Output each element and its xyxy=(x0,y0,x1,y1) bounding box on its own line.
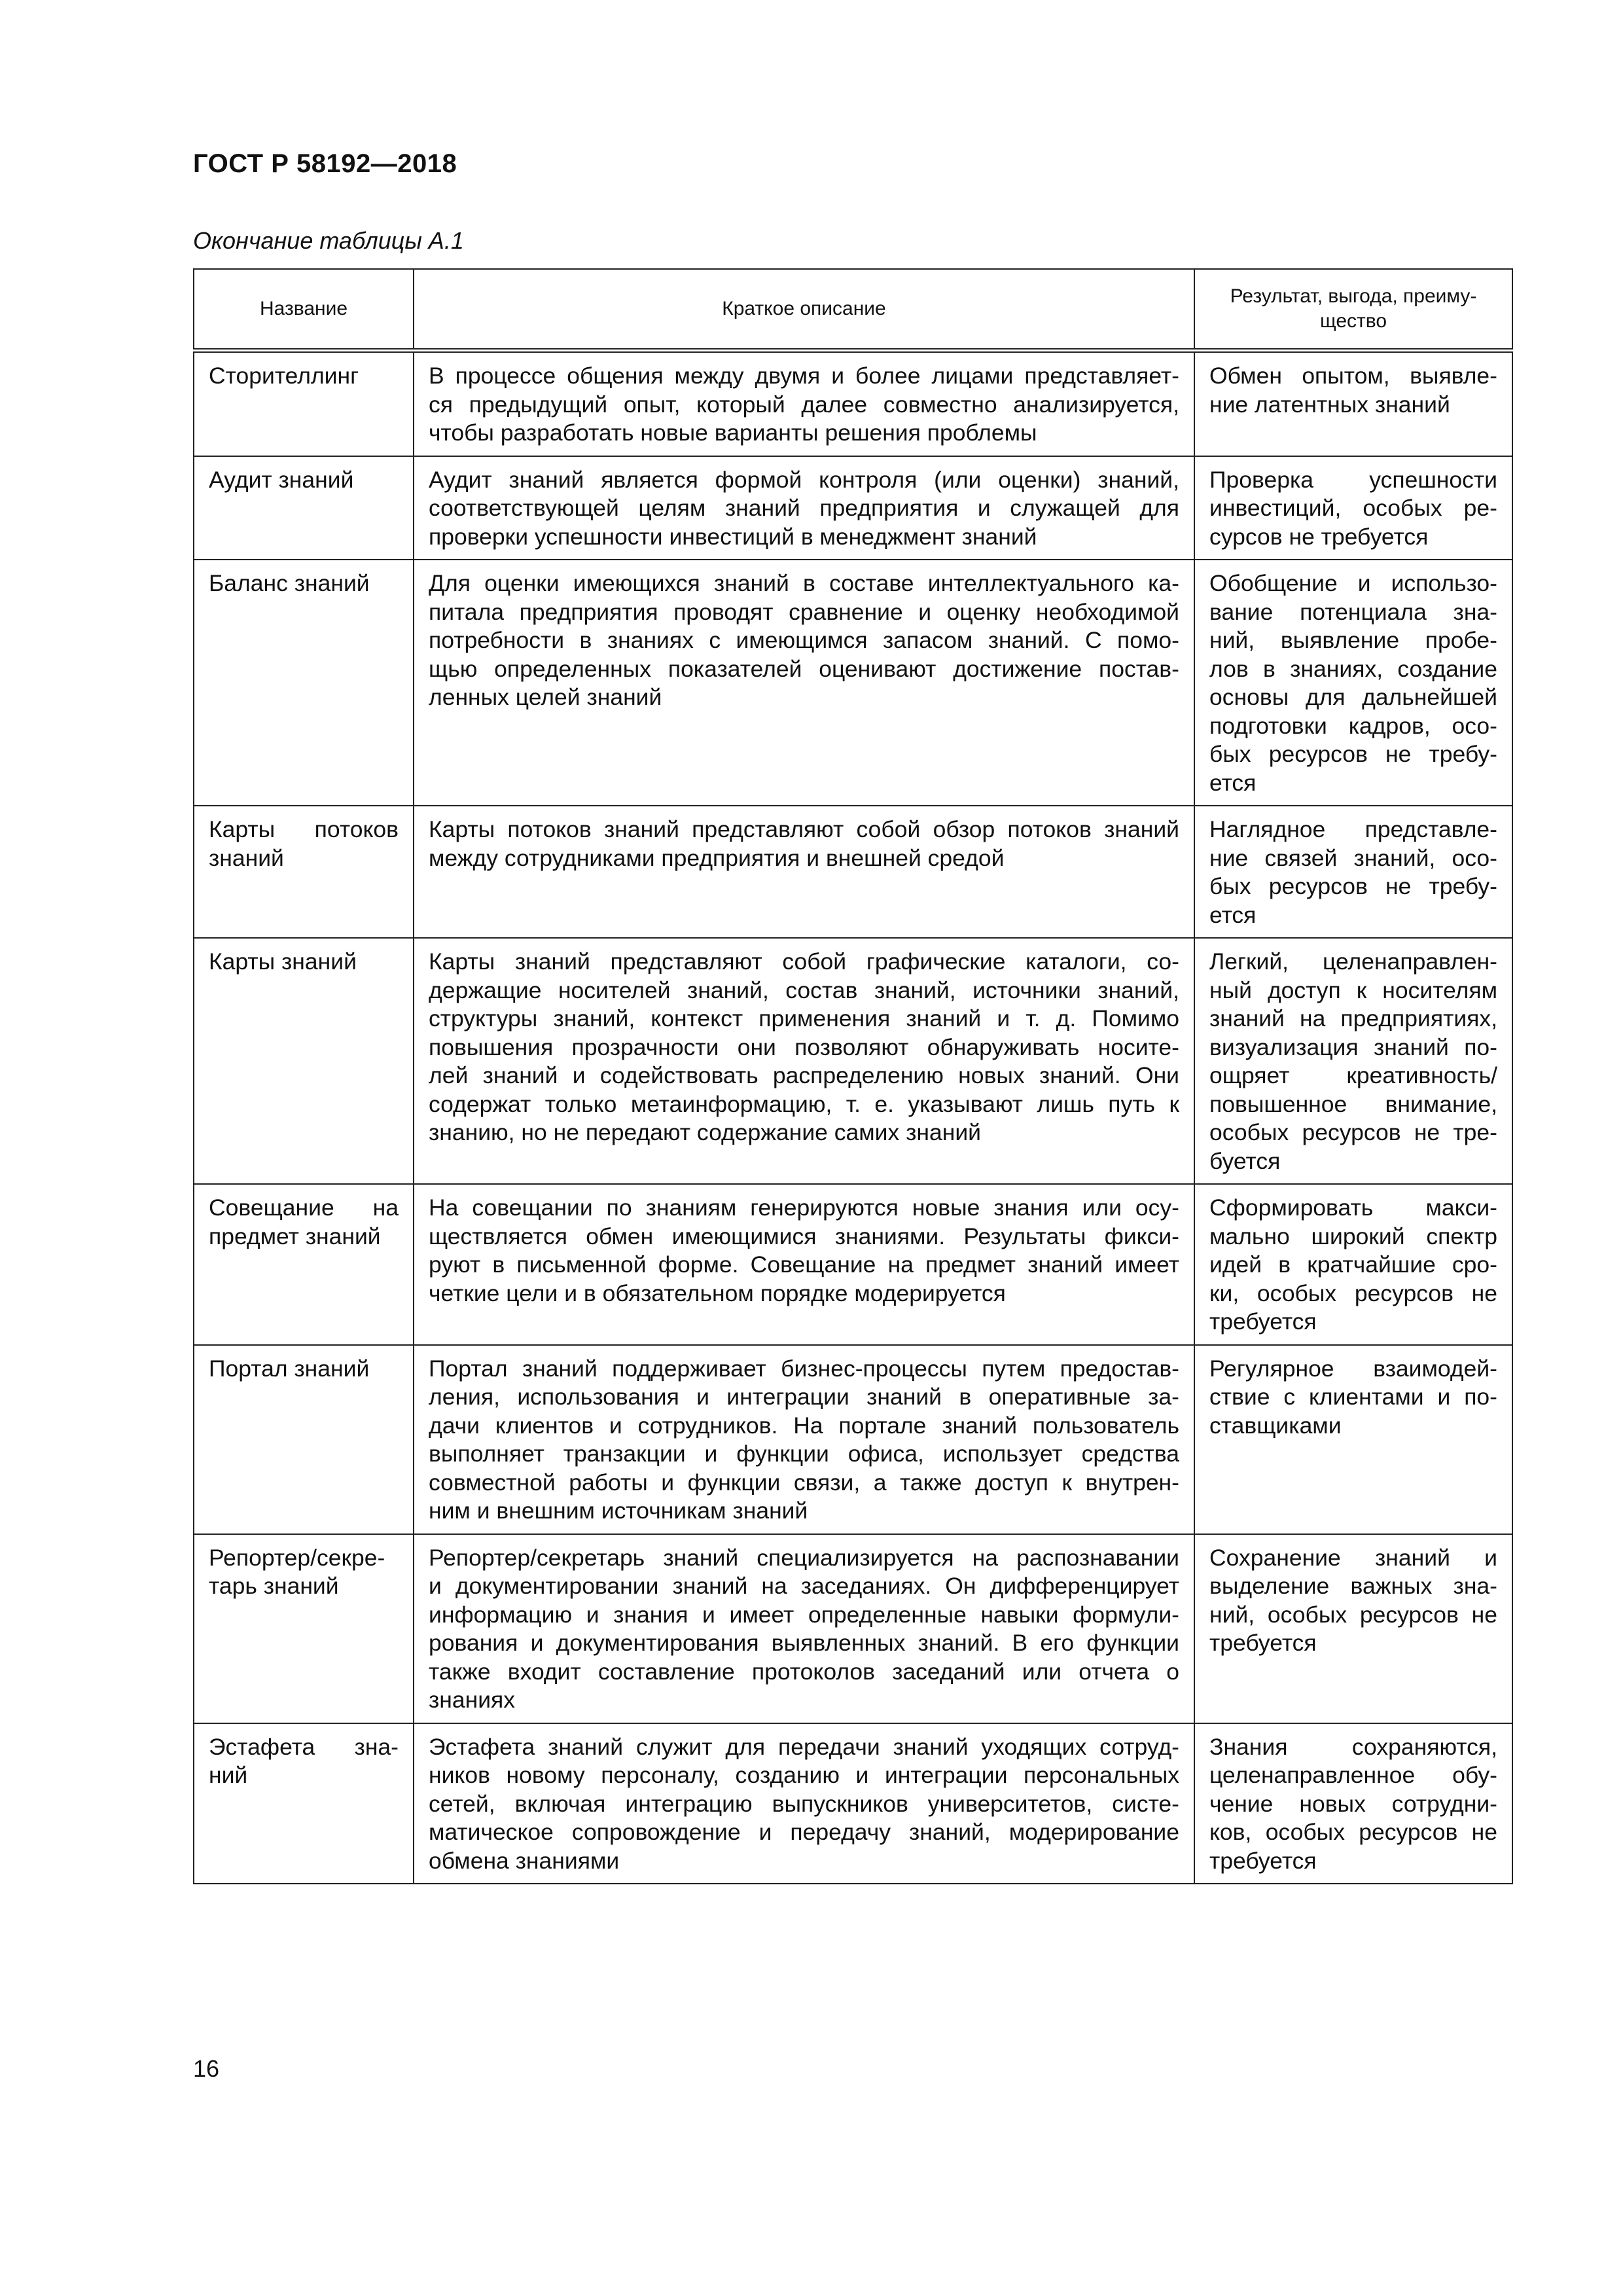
cell-text-line: целенаправленное обу- xyxy=(1209,1762,1497,1788)
cell-text-line: ощряет креативность/ xyxy=(1209,1062,1497,1088)
cell-text-line: рования и документирования выявленных знаний. В его функции xyxy=(429,1630,1179,1656)
cell-text-line: Сохранение знаний и xyxy=(1209,1544,1497,1571)
cell-description xyxy=(414,456,1194,560)
cell-name xyxy=(194,938,414,1184)
table-row xyxy=(194,351,1512,456)
cell-text-line: Баланс знаний xyxy=(209,570,370,596)
cell-text-line: ется xyxy=(1209,769,1257,796)
cell-name xyxy=(194,560,414,806)
cell-text-line: повышения прозрачности они позволяют обнаруживать носите- xyxy=(429,1033,1179,1060)
cell-description xyxy=(414,806,1194,938)
cell-description xyxy=(414,1184,1194,1345)
cell-text-line: Наглядное представле- xyxy=(1209,816,1497,842)
cell-text-line: Репортер/секре- xyxy=(209,1544,385,1571)
cell-text-line: обмена знаниями xyxy=(429,1847,620,1874)
page-number: 16 xyxy=(193,2055,220,2082)
cell-text-line: Карты потоков знаний представляют собой обзор потоков знаний xyxy=(429,816,1179,842)
cell-text-line: между сотрудниками предприятия и внешней средой xyxy=(429,844,1005,871)
cell-name xyxy=(194,456,414,560)
cell-text-line: Портал знаний поддерживает бизнес-процессы путем предостав- xyxy=(429,1355,1179,1382)
cell-text-line: Название xyxy=(259,298,348,319)
cell-text-line: идей в кратчайшие сро- xyxy=(1209,1251,1497,1278)
cell-text-line: щью определенных показателей оценивают достижение постав- xyxy=(429,655,1179,682)
cell-name xyxy=(194,1345,414,1534)
cell-name xyxy=(194,1534,414,1723)
cell-text-line: буется xyxy=(1209,1147,1281,1174)
cell-text-line: требуется xyxy=(1209,1847,1317,1874)
cell-description xyxy=(414,938,1194,1184)
cell-text-line: требуется xyxy=(1209,1630,1317,1656)
cell-text-line: ников новому персоналу, созданию и интеграции персональных xyxy=(429,1762,1179,1788)
cell-name xyxy=(194,806,414,938)
cell-text-line: бых ресурсов не требу- xyxy=(1209,873,1497,899)
cell-text-line: потребности в знаниях с имеющимся запасом знаний. С помо- xyxy=(429,627,1179,653)
table-row xyxy=(194,806,1512,938)
cell-text-line: вание потенциала зна- xyxy=(1209,598,1497,625)
cell-text-line: информацию и знания и имеет определенные навыки формули- xyxy=(429,1601,1179,1628)
cell-text-line: Карты знаний представляют собой графические каталоги, со- xyxy=(429,948,1179,975)
cell-text-line: ний, выявление пробе- xyxy=(1209,627,1497,653)
cell-text-line: мально широкий спектр xyxy=(1209,1223,1497,1249)
cell-text-line: Аудит знаний является формой контроля (или оценки) знаний, xyxy=(429,466,1179,493)
cell-result xyxy=(1194,1184,1512,1345)
cell-text-line: Эстафета зна- xyxy=(209,1733,399,1760)
cell-text-line: основы для дальнейшей xyxy=(1209,684,1497,710)
cell-text-line: ним и внешним источникам знаний xyxy=(429,1498,808,1524)
cell-description xyxy=(414,1345,1194,1534)
cell-text-line: знанию, но не передают содержание самих знаний xyxy=(429,1119,982,1145)
cell-text-line: ствие с клиентами и по- xyxy=(1209,1384,1497,1410)
cell-text-line: проверки успешности инвестиций в менеджмент знаний xyxy=(429,523,1037,550)
cell-text-line: Обобщение и использо- xyxy=(1209,570,1497,596)
cell-description xyxy=(414,560,1194,806)
document-code: ГОСТ Р 58192—2018 xyxy=(193,149,457,178)
cell-text-line: ков, особых ресурсов не xyxy=(1209,1819,1497,1845)
cell-text-line: Результат, выгода, преиму- xyxy=(1230,285,1477,307)
table-row xyxy=(194,1723,1512,1884)
cell-text-line: лей знаний и содействовать распределению новых знаний. Они xyxy=(429,1062,1179,1088)
cell-text-line: бых ресурсов не требу- xyxy=(1209,741,1497,767)
cell-text-line: соответствующей целям знаний предприятия и служащей для xyxy=(429,495,1179,521)
column-header-name xyxy=(194,269,414,351)
cell-text-line: знаниях xyxy=(429,1687,516,1713)
cell-text-line: Сформировать макси- xyxy=(1209,1194,1497,1221)
cell-text-line: повышенное внимание, xyxy=(1209,1090,1497,1117)
cell-text-line: Сторителлинг xyxy=(209,363,359,389)
cell-text-line: также входит составление протоколов заседаний или отчета о xyxy=(429,1658,1179,1685)
column-header-result xyxy=(1194,269,1512,351)
cell-text-line: чение новых сотрудни- xyxy=(1209,1790,1497,1817)
cell-text-line: Портал знаний xyxy=(209,1355,370,1382)
cell-result xyxy=(1194,1345,1512,1534)
cell-text-line: ний, особых ресурсов не xyxy=(1209,1601,1497,1628)
cell-text-line: В процессе общения между двумя и более лицами представляет- xyxy=(429,363,1179,389)
cell-text-line: сурсов не требуется xyxy=(1209,523,1429,550)
cell-text-line: особых ресурсов не тре- xyxy=(1209,1119,1497,1145)
cell-text-line: Совещание на xyxy=(209,1194,399,1221)
cell-description xyxy=(414,351,1194,456)
table-row xyxy=(194,456,1512,560)
table-header-row xyxy=(194,269,1512,351)
cell-text-line: ний xyxy=(209,1762,248,1788)
cell-text-line: выполняет транзакции и функции офиса, использует средства xyxy=(429,1441,1179,1467)
cell-text-line: ки, особых ресурсов не xyxy=(1209,1280,1497,1306)
table-row xyxy=(194,938,1512,1184)
cell-text-line: совместной работы и функции связи, а также доступ к внутрен- xyxy=(429,1469,1179,1496)
cell-text-line: Аудит знаний xyxy=(209,466,354,493)
cell-text-line: структуры знаний, контекст применения знаний и т. д. Помимо xyxy=(429,1005,1179,1031)
column-header-description xyxy=(414,269,1194,351)
cell-text-line: Для оценки имеющихся знаний в составе интеллектуального ка- xyxy=(429,570,1179,596)
cell-text-line: предмет знаний xyxy=(209,1223,381,1249)
cell-result xyxy=(1194,806,1512,938)
cell-name xyxy=(194,1723,414,1884)
cell-text-line: инвестиций, особых ре- xyxy=(1209,495,1497,521)
cell-text-line: ние латентных знаний xyxy=(1209,391,1450,418)
cell-name xyxy=(194,351,414,456)
table-caption: Окончание таблицы А.1 xyxy=(193,227,464,254)
cell-text-line: выделение важных зна- xyxy=(1209,1573,1497,1599)
cell-text-line: руют в письменной форме. Совещание на предмет знаний имеет xyxy=(429,1251,1179,1278)
cell-text-line: подготовки кадров, осо- xyxy=(1209,712,1497,739)
cell-text-line: матическое сопровождение и передачу знаний, модерирование xyxy=(429,1819,1179,1845)
table-body xyxy=(194,351,1512,1884)
cell-text-line: четкие цели и в обязательном порядке модерируется xyxy=(429,1280,1006,1306)
cell-description xyxy=(414,1723,1194,1884)
cell-result xyxy=(1194,560,1512,806)
cell-text-line: дачи клиентов и сотрудников. На портале знаний пользователь xyxy=(429,1412,1179,1439)
cell-result xyxy=(1194,456,1512,560)
cell-text-line: содержат только метаинформацию, т. е. указывают лишь путь к xyxy=(429,1090,1179,1117)
cell-text-line: Эстафета знаний служит для передачи знаний уходящих сотруд- xyxy=(429,1733,1179,1760)
cell-result xyxy=(1194,351,1512,456)
cell-text-line: держащие носителей знаний, состав знаний, источники знаний, xyxy=(429,977,1179,1003)
table-row xyxy=(194,1534,1512,1723)
cell-result xyxy=(1194,1534,1512,1723)
cell-text-line: знаний на предприятиях, xyxy=(1209,1005,1497,1031)
table-row xyxy=(194,560,1512,806)
cell-text-line: сетей, включая интеграцию выпускников университетов, систе- xyxy=(429,1790,1179,1817)
cell-text-line: ный доступ к носителям xyxy=(1209,977,1497,1003)
cell-text-line: ся предыдущий опыт, который далее совместно анализируется, xyxy=(429,391,1179,418)
table-row xyxy=(194,1184,1512,1345)
cell-text-line: тарь знаний xyxy=(209,1573,339,1599)
cell-text-line: и документировании знаний на заседаниях. Он дифференцирует xyxy=(429,1573,1179,1599)
cell-text-line: Репортер/секретарь знаний специализируется на распознавании xyxy=(429,1544,1179,1571)
cell-text-line: Карты потоков xyxy=(209,816,399,842)
cell-text-line: Карты знаний xyxy=(209,948,357,975)
cell-text-line: Краткое описание xyxy=(722,298,886,319)
cell-text-line: Знания сохраняются, xyxy=(1209,1733,1497,1760)
cell-text-line: требуется xyxy=(1209,1308,1317,1335)
cell-text-line: ние связей знаний, осо- xyxy=(1209,844,1497,871)
cell-text-line: визуализация знаний по- xyxy=(1209,1033,1497,1060)
cell-text-line: знаний xyxy=(209,844,284,871)
cell-text-line: питала предприятия проводят сравнение и оценку необходимой xyxy=(429,598,1179,625)
cell-result xyxy=(1194,938,1512,1184)
cell-text-line: Регулярное взаимодей- xyxy=(1209,1355,1497,1382)
cell-text-line: щество xyxy=(1319,310,1387,332)
table-row xyxy=(194,1345,1512,1534)
cell-text-line: чтобы разработать новые варианты решения проблемы xyxy=(429,420,1037,446)
cell-name xyxy=(194,1184,414,1345)
cell-description xyxy=(414,1534,1194,1723)
cell-text-line: ществляется обмен имеющимися знаниями. Результаты фикси- xyxy=(429,1223,1179,1249)
cell-text-line: Легкий, целенаправлен- xyxy=(1209,948,1497,975)
cell-text-line: На совещании по знаниям генерируются новые знания или осу- xyxy=(429,1194,1179,1221)
cell-text-line: ленных целей знаний xyxy=(429,684,662,710)
cell-text-line: Обмен опытом, выявле- xyxy=(1209,363,1497,389)
cell-text-line: ется xyxy=(1209,901,1257,928)
cell-text-line: ставщиками xyxy=(1209,1412,1342,1439)
cell-text-line: ления, использования и интеграции знаний в оперативные за- xyxy=(429,1384,1179,1410)
cell-text-line: Проверка успешности xyxy=(1209,466,1497,493)
methods-table xyxy=(193,268,1513,1884)
cell-text-line: лов в знаниях, создание xyxy=(1209,655,1497,682)
cell-result xyxy=(1194,1723,1512,1884)
